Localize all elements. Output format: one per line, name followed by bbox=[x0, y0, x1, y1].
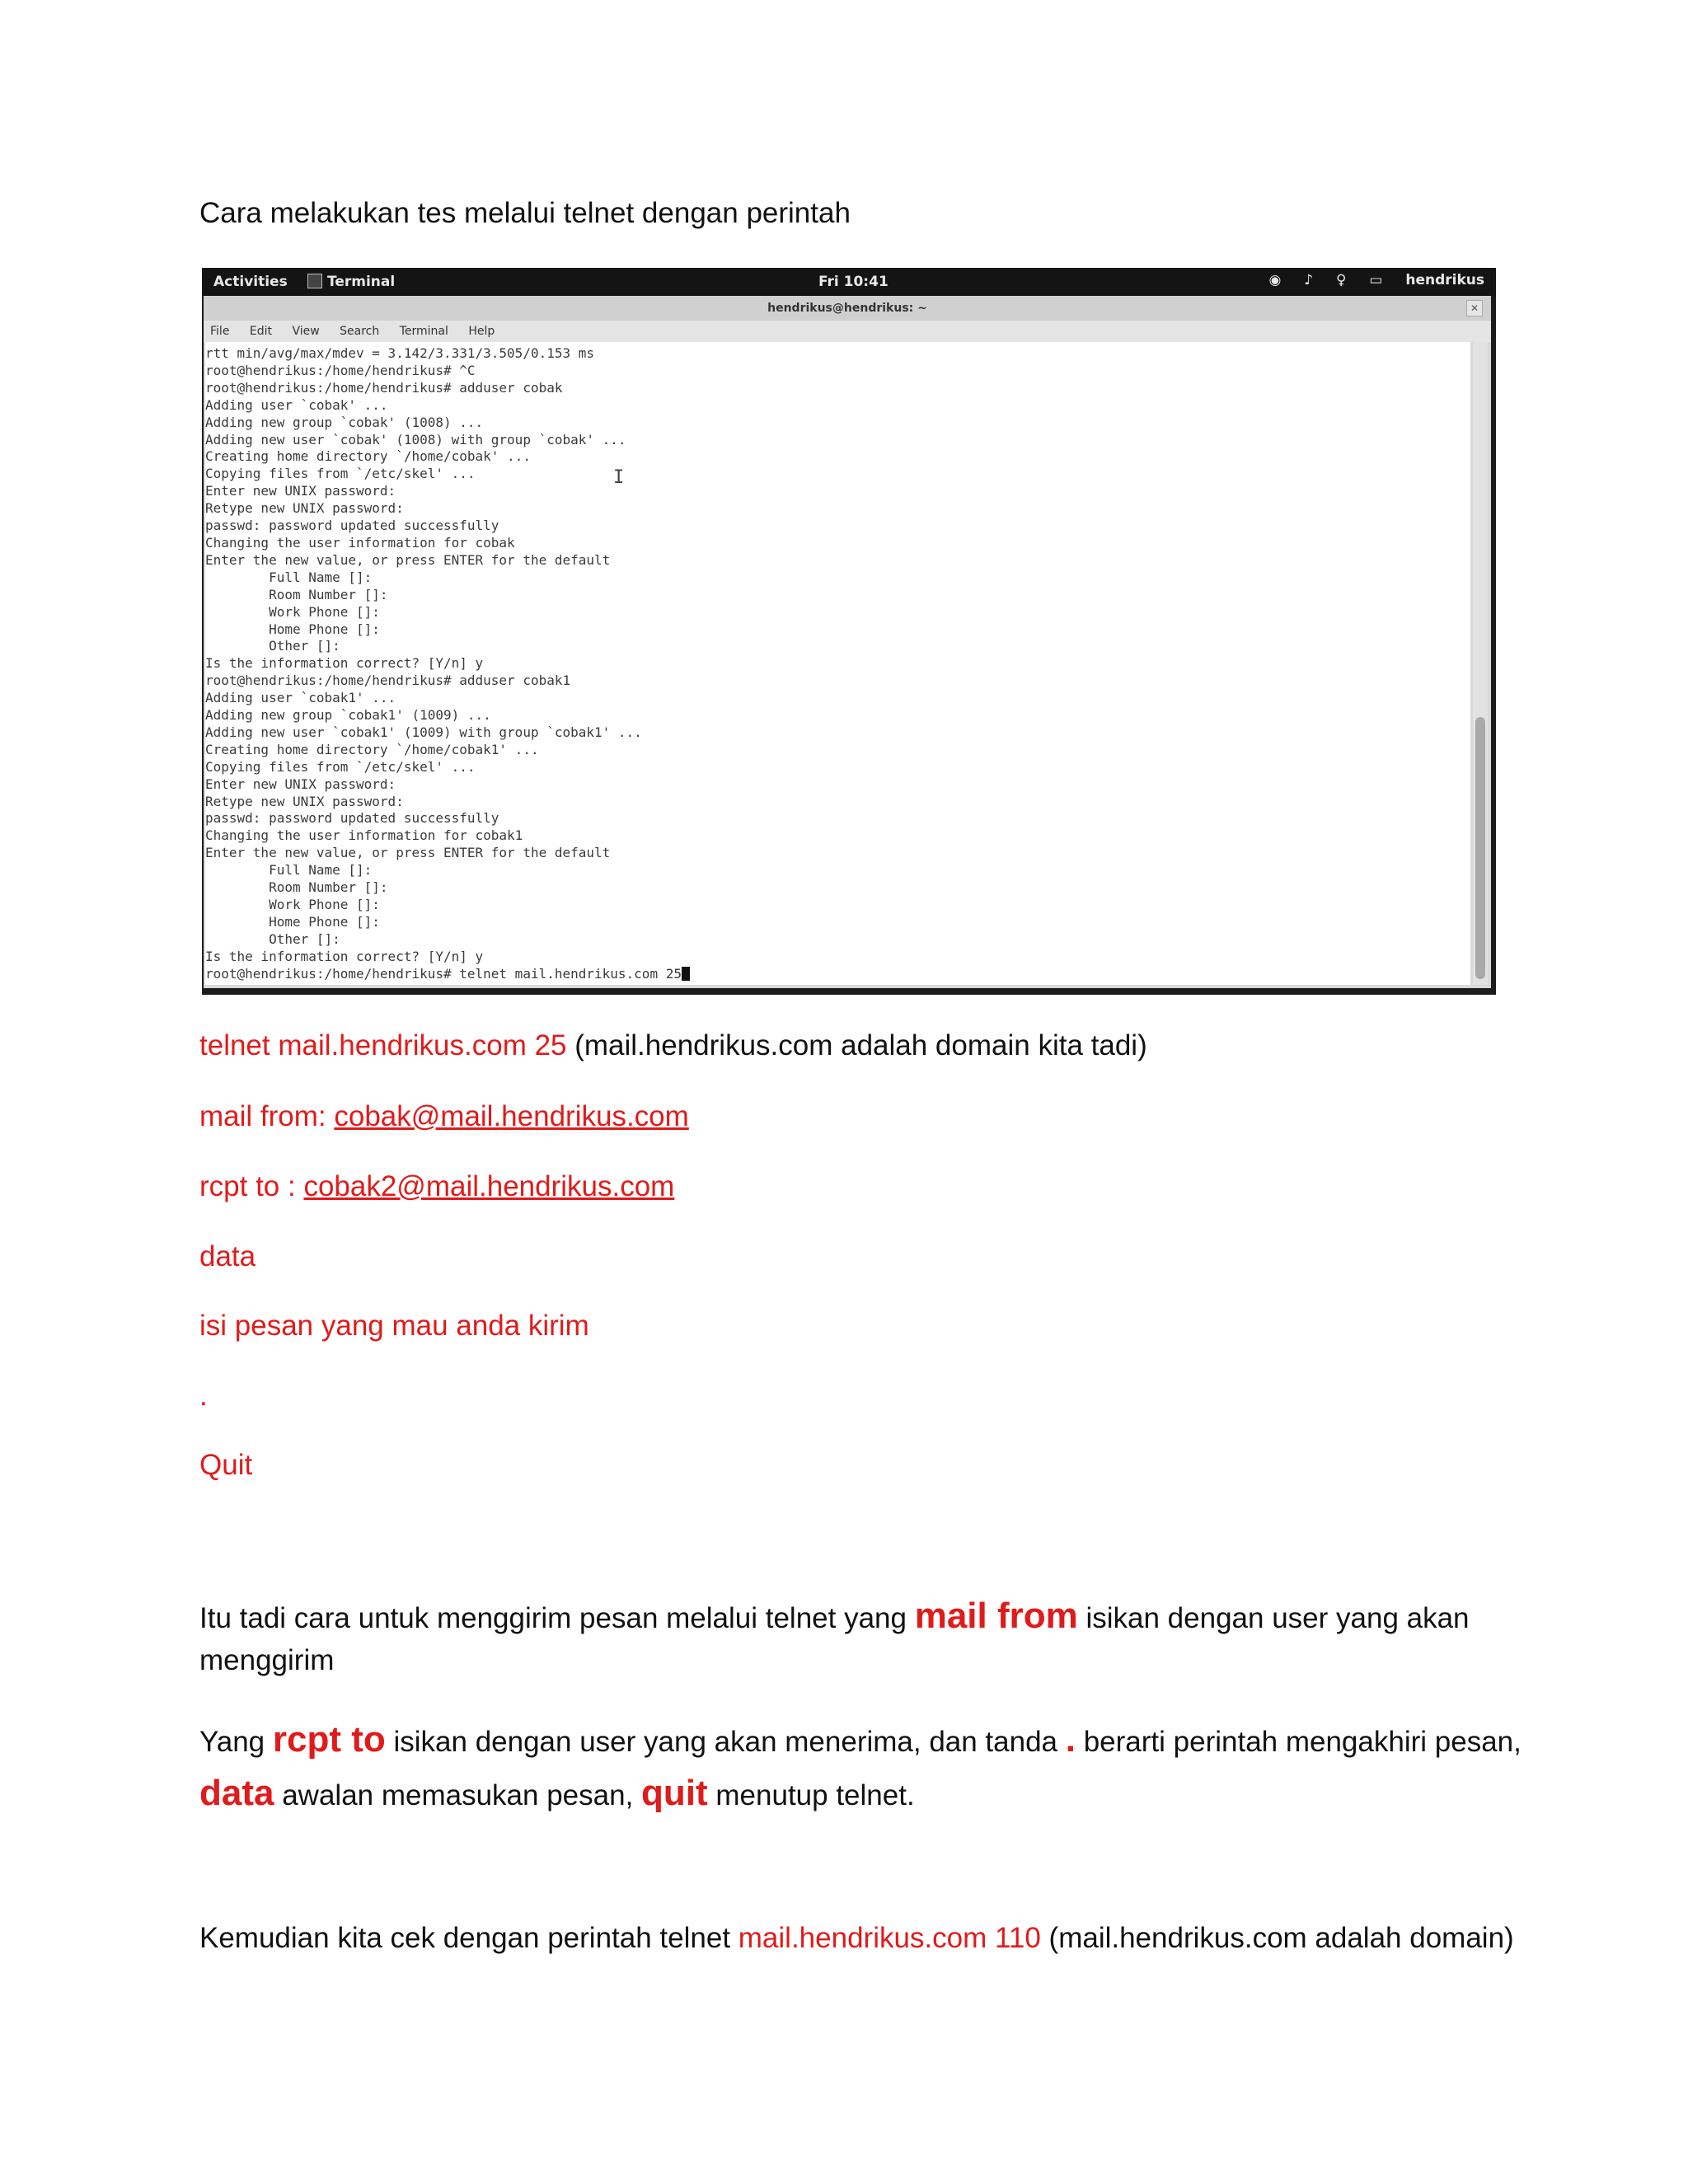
menu-edit: Edit bbox=[249, 325, 273, 338]
user-name: ▭ hendrikus bbox=[1369, 272, 1484, 288]
terminal-line: Copying files from `/etc/skel' ... bbox=[205, 466, 476, 482]
desktop-topbar bbox=[202, 268, 1496, 296]
terminal-line: Changing the user information for cobak1 bbox=[205, 827, 523, 844]
command-quit: Quit bbox=[199, 1449, 253, 1481]
terminal-line: Other []: bbox=[205, 638, 340, 654]
terminal-output bbox=[205, 342, 1470, 985]
command-telnet: telnet mail.hendrikus.com 25 (mail.hendrikus.com adalah domain kita tadi) bbox=[199, 1029, 1147, 1062]
terminal-line: Is the information correct? [Y/n] y bbox=[205, 948, 484, 964]
terminal-line: Enter the new value, or press ENTER for the default bbox=[205, 845, 611, 861]
app-menu bbox=[307, 274, 395, 290]
command-mail-from: mail from: cobak@mail.hendrikus.com bbox=[199, 1100, 689, 1132]
terminal-line: Adding new user `cobak1' (1009) with group `cobak1' ... bbox=[205, 724, 642, 740]
terminal-line: Full Name []: bbox=[205, 569, 373, 585]
terminal-line: Retype new UNIX password: bbox=[205, 500, 404, 517]
menu-help: Help bbox=[468, 325, 495, 338]
explanation-line-3: Yang rcpt to isikan dengan user yang akan menerima, dan tanda . berarti perintah mengakhiri pesan, bbox=[199, 1719, 1522, 1760]
intro-text: Cara melakukan tes melalui telnet dengan perintah bbox=[199, 197, 851, 229]
explanation-line-2: menggirim bbox=[199, 1644, 335, 1676]
text-cursor-icon: I bbox=[613, 467, 625, 488]
terminal-line: Is the information correct? [Y/n] y bbox=[205, 655, 484, 672]
explanation-line-4: data awalan memasukan pesan, quit menutup telnet. bbox=[199, 1773, 915, 1813]
terminal-text bbox=[205, 342, 1470, 983]
app-name: Terminal bbox=[327, 274, 396, 290]
clock: Fri 10:41 bbox=[818, 274, 889, 290]
terminal-line: root@hendrikus:/home/hendrikus# adduser cobak1 bbox=[205, 673, 571, 689]
window-title: hendrikus@hendrikus: ~ bbox=[204, 296, 1491, 321]
terminal-line: Home Phone []: bbox=[205, 621, 380, 637]
menu-terminal: Terminal bbox=[399, 325, 448, 338]
terminal-line: passwd: password updated successfully bbox=[205, 810, 499, 827]
terminal-line: passwd: password updated successfully bbox=[205, 518, 499, 534]
terminal-line: root@hendrikus:/home/hendrikus# ^C bbox=[205, 362, 476, 378]
terminal-window bbox=[204, 296, 1491, 988]
menu-view: View bbox=[292, 325, 320, 338]
terminal-line: Adding new group `cobak' (1008) ... bbox=[205, 414, 484, 430]
command-dot: . bbox=[199, 1380, 208, 1412]
terminal-line: Enter new UNIX password: bbox=[205, 483, 396, 499]
explanation-line-1: Itu tadi cara untuk menggirim pesan melalui telnet yang mail from isikan dengan user yang akan bbox=[199, 1596, 1470, 1636]
scrollbar-thumb bbox=[1475, 717, 1485, 979]
command-rcpt-to: rcpt to : cobak2@mail.hendrikus.com bbox=[199, 1170, 675, 1202]
terminal-line: Creating home directory `/home/cobak' ... bbox=[205, 448, 531, 465]
terminal-line: root@hendrikus:/home/hendrikus# telnet mail.hendrikus.com 25 bbox=[205, 965, 682, 982]
menu-search: Search bbox=[340, 325, 380, 338]
terminal-icon bbox=[307, 274, 322, 288]
mail-from-link: cobak@mail.hendrikus.com bbox=[334, 1100, 689, 1132]
terminal-line: Adding new user `cobak' (1008) with group `cobak' ... bbox=[205, 431, 626, 448]
volume-icon: ♪ bbox=[1304, 272, 1314, 288]
activities-label: Activities bbox=[213, 274, 288, 290]
terminal-line: Work Phone []: bbox=[205, 603, 380, 620]
terminal-line: Adding user `cobak' ... bbox=[205, 396, 388, 413]
terminal-line: Enter the new value, or press ENTER for the default bbox=[205, 551, 611, 568]
terminal-line: Work Phone []: bbox=[205, 897, 380, 912]
terminal-scrollbar bbox=[1473, 342, 1488, 985]
terminal-line: Home Phone []: bbox=[205, 913, 380, 930]
terminal-line: rtt min/avg/max/mdev = 3.142/3.331/3.505/0.153 ms bbox=[205, 345, 595, 361]
system-tray bbox=[1250, 272, 1484, 288]
terminal-line: Full Name []: bbox=[205, 862, 373, 879]
accessibility-icon: ◉ bbox=[1268, 272, 1282, 288]
user-status-icon: ♀ bbox=[1335, 272, 1347, 288]
terminal-line: Retype new UNIX password: bbox=[205, 793, 404, 809]
terminal-line: Copying files from `/etc/skel' ... bbox=[205, 758, 476, 775]
command-data: data bbox=[199, 1240, 256, 1272]
terminal-line: Creating home directory `/home/cobak1' ... bbox=[205, 741, 539, 757]
terminal-line: root@hendrikus:/home/hendrikus# adduser cobak bbox=[205, 379, 563, 396]
rcpt-to-link: cobak2@mail.hendrikus.com bbox=[303, 1170, 675, 1202]
menu-file: File bbox=[210, 325, 230, 338]
terminal-screenshot bbox=[202, 268, 1496, 995]
terminal-line: Room Number []: bbox=[205, 879, 388, 896]
final-instruction: Kemudian kita cek dengan perintah telnet mail.hendrikus.com 110 (mail.hendrikus.com adalah domain) bbox=[199, 1922, 1514, 1954]
terminal-line: Enter new UNIX password: bbox=[205, 776, 396, 792]
terminal-line: Room Number []: bbox=[205, 586, 388, 602]
terminal-line: Changing the user information for cobak bbox=[205, 534, 515, 551]
terminal-line: Other []: bbox=[205, 930, 340, 947]
terminal-menubar bbox=[204, 321, 1491, 342]
terminal-line: Adding new group `cobak1' (1009) ... bbox=[205, 707, 491, 724]
command-message: isi pesan yang mau anda kirim bbox=[199, 1310, 589, 1342]
terminal-cursor bbox=[682, 967, 690, 981]
terminal-line: Adding user `cobak1' ... bbox=[205, 690, 396, 706]
close-icon: ✕ bbox=[1466, 300, 1483, 316]
